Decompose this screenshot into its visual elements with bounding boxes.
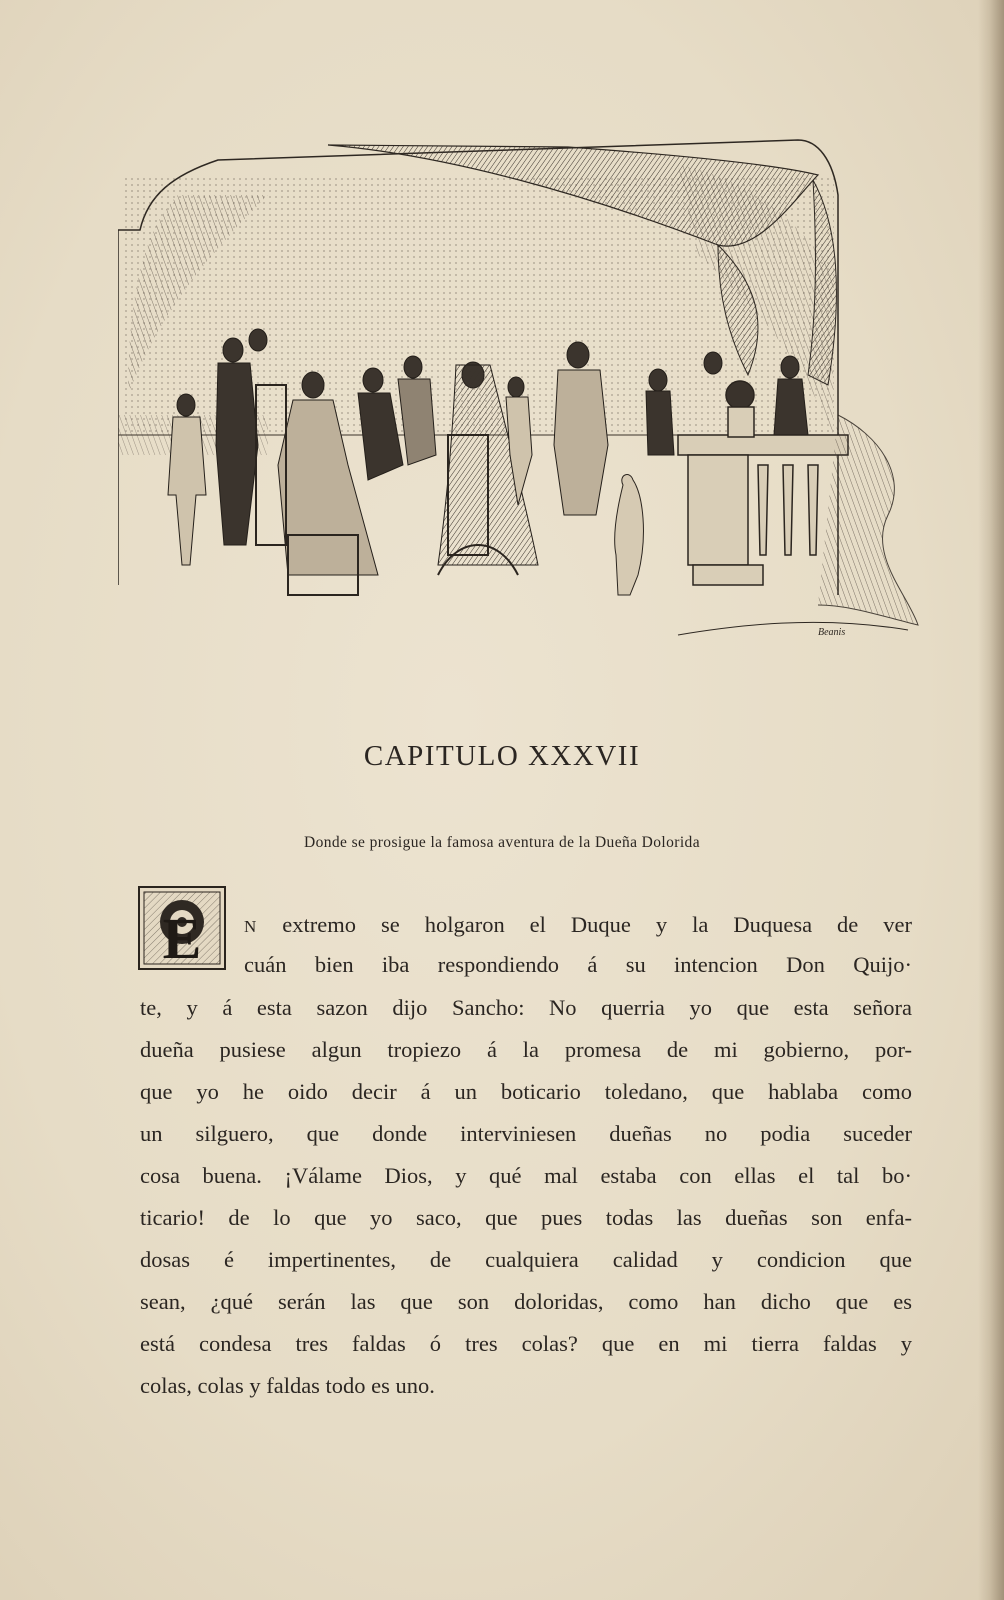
body-line-2: cuán bien iba respondiendo á su intencion Don Quijo·: [244, 952, 912, 977]
body-line-9: dosas é impertinentes, de cualquiera calidad y condicion que: [140, 1247, 912, 1272]
chapter-illustration: [118, 135, 938, 665]
body-line-6: un silguero, que donde interviniesen dueñas no podia suceder: [140, 1121, 912, 1146]
body-line-4: dueña pusiese algun tropiezo á la promesa de mi gobierno, por-: [140, 1037, 912, 1062]
ornamental-initial-icon: [138, 886, 226, 970]
body-line-10: sean, ¿qué serán las que son doloridas, como han dicho que es: [140, 1289, 912, 1314]
body-line-3: te, y á esta sazon dijo Sancho: No querria yo que esta señora: [140, 995, 912, 1020]
page-edge-shadow: [978, 0, 1004, 1600]
chapter-subtitle: Donde se prosigue la famosa aventura de la Dueña Dolorida: [304, 834, 700, 851]
body-line-1: N extremo se holgaron el Duque y la Duquesa de ver: [244, 912, 913, 937]
svg-text:E: E: [162, 906, 202, 970]
body-line-5: que yo he oido decir á un boticario toledano, que hablaba como: [140, 1079, 912, 1104]
engraving-garden-scene-icon: [118, 135, 938, 665]
body-line-8: ticario! de lo que yo saco, que pues todas las dueñas son enfa-: [140, 1205, 912, 1230]
body-line-7: cosa buena. ¡Válame Dios, y qué mal estaba con ellas el tal bo·: [140, 1163, 912, 1188]
chapter-title: CAPITULO XXXVII: [363, 740, 641, 772]
illustrator-signature: Beanis: [818, 627, 846, 638]
body-line-12: colas, colas y faldas todo es uno.: [140, 1373, 435, 1398]
body-line-11: está condesa tres faldas ó tres colas? que en mi tierra faldas y: [140, 1331, 912, 1356]
